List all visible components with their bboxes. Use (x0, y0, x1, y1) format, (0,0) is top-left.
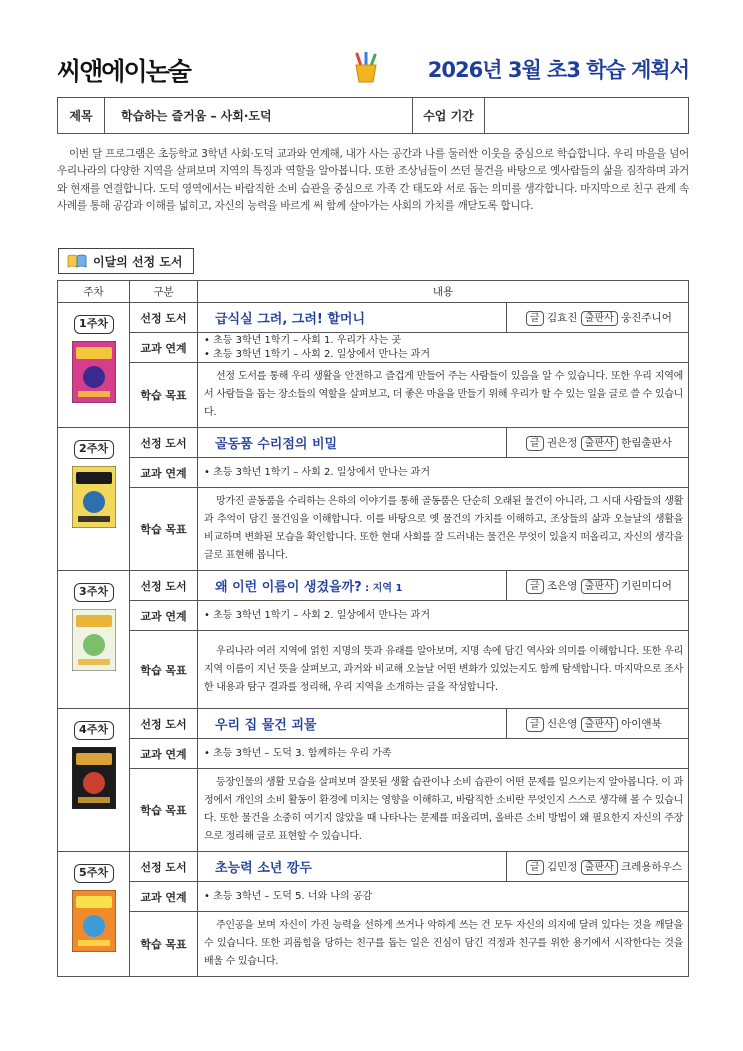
publisher-tag: 출판사 (581, 436, 618, 451)
author-tag: 글 (526, 717, 544, 732)
book-title (198, 709, 507, 739)
book-cover-image (72, 890, 116, 952)
author-publisher (507, 709, 689, 739)
publisher-name: 기린미디어 (621, 579, 672, 592)
label-goal: 학습 목표 (130, 912, 198, 977)
book-title-text: 급식실 그려, 그려! 할머니 (215, 312, 366, 327)
week-row-book (58, 303, 689, 333)
title-label: 제목 (58, 98, 105, 133)
label-goal: 학습 목표 (130, 631, 198, 709)
curriculum-link: • 초등 3학년 – 도덕 5. 너와 나의 공감 (204, 890, 373, 902)
week-cell (58, 852, 130, 977)
title-box (57, 97, 689, 134)
label-goal: 학습 목표 (130, 488, 198, 571)
open-book-icon (67, 254, 87, 268)
author-publisher (507, 303, 689, 333)
book-title (198, 303, 507, 333)
curriculum-links (198, 739, 689, 769)
week-row-goal (58, 631, 689, 709)
label-link: 교과 연계 (130, 601, 198, 631)
header-content: 내용 (198, 281, 689, 303)
week-row-book (58, 571, 689, 601)
curriculum-links (198, 333, 689, 363)
book-title-text: 골동품 수리점의 비밀 (215, 437, 338, 452)
week-cell (58, 428, 130, 571)
curriculum-links (198, 601, 689, 631)
label-link: 교과 연계 (130, 882, 198, 912)
book-title-suffix: : 지역 1 (361, 583, 403, 594)
week-row-link (58, 333, 689, 363)
week-cell (58, 571, 130, 709)
week-row-book (58, 709, 689, 739)
author-name: 김민정 (547, 860, 578, 873)
table-body (58, 303, 689, 977)
week-badge: 5주차 (74, 864, 114, 883)
label-link: 교과 연계 (130, 333, 198, 363)
week-badge: 2주차 (74, 440, 114, 459)
publisher-name: 크레용하우스 (621, 860, 682, 873)
period-label: 수업 기간 (413, 98, 485, 133)
author-publisher (507, 571, 689, 601)
week-row-link (58, 458, 689, 488)
label-book: 선정 도서 (130, 428, 198, 458)
author-tag: 글 (526, 579, 544, 594)
brand-logo: 씨앤에이논술 (57, 57, 190, 86)
book-plan-table (57, 280, 689, 977)
week-row-link (58, 739, 689, 769)
week-row-link (58, 601, 689, 631)
book-cover-image (72, 747, 116, 809)
week-row-goal (58, 363, 689, 428)
publisher-name: 한림출판사 (621, 436, 672, 449)
week-cell (58, 709, 130, 852)
learning-goal: 주인공을 보며 자신이 가진 능력을 선하게 쓰거나 악하게 쓰는 건 모두 자신의 의지에 달려 있다는 것을 깨달을 수 있습니다. 또한 괴롭힘을 당하는 친구를 돕는 일은 진심이 담긴 걱정과 친구를 위한 용기에서 시작한다는 것을 배울 수 있습니다. (198, 912, 689, 977)
week-badge: 1주차 (74, 315, 114, 334)
learning-goal: 선정 도서를 통해 우리 생활을 안전하고 즐겁게 만들어 주는 사람들이 있음을 알 수 있습니다. 또한 우리 지역에서 사람들을 돕는 장소들의 역할을 살펴보고, 더 좋은 마을을 만들기 위해 우리가 할 수 있는 일을 글로 쓸 수 있습니다. (198, 363, 689, 428)
label-book: 선정 도서 (130, 852, 198, 882)
label-book: 선정 도서 (130, 571, 198, 601)
document-title: 2026년 3월 초3 학습 계획서 (427, 58, 689, 82)
header-kind: 구분 (130, 281, 198, 303)
publisher-name: 웅진주니어 (621, 311, 672, 324)
week-row-goal (58, 912, 689, 977)
book-title (198, 852, 507, 882)
author-publisher (507, 428, 689, 458)
week-row-goal (58, 769, 689, 852)
publisher-tag: 출판사 (581, 579, 618, 594)
label-link: 교과 연계 (130, 739, 198, 769)
author-name: 김효진 (547, 311, 578, 324)
week-row-link (58, 882, 689, 912)
publisher-tag: 출판사 (581, 311, 618, 326)
book-cover-image (72, 341, 116, 403)
period-value (485, 98, 688, 133)
author-publisher (507, 852, 689, 882)
publisher-name: 아이앤북 (621, 717, 662, 730)
label-link: 교과 연계 (130, 458, 198, 488)
title-value: 학습하는 즐거움 – 사회·도덕 (105, 98, 413, 133)
page-header (57, 50, 689, 90)
author-name: 권은정 (547, 436, 578, 449)
label-book: 선정 도서 (130, 303, 198, 333)
curriculum-links (198, 458, 689, 488)
intro-paragraph: 이번 달 프로그램은 초등학교 3학년 사회·도덕 교과와 연계해, 내가 사는 공간과 나를 둘러싼 이웃을 중심으로 학습합니다. 우리 마을을 넘어 우리나라의 다양한 지역을 살펴보며 지역의 특징과 역할을 알아봅니다. 또한 조상님들이 쓰던 물건을 바탕으로 옛사람들의 삶을 짐작하며 과거와 현재를 연결합니다. 도덕 영역에서는 바람직한 소비 습관을 중심으로 가족 간 태도와 서로 돕는 의미를 생각합니다. 마지막으로 친구 관계 속 사례를 통해 공감과 이해를 넓히고, 자신의 능력을 바르게 써 함께 살아가는 사회의 가치를 깨닫도록 합니다. (57, 148, 689, 213)
label-book: 선정 도서 (130, 709, 198, 739)
curriculum-link: • 초등 3학년 – 도덕 3. 함께하는 우리 가족 (204, 747, 392, 759)
author-tag: 글 (526, 860, 544, 875)
week-row-goal (58, 488, 689, 571)
header-week: 주차 (58, 281, 130, 303)
book-cover-image (72, 466, 116, 528)
publisher-tag: 출판사 (581, 860, 618, 875)
learning-goal: 망가진 골동품을 수리하는 은하의 이야기를 통해 골동품은 단순히 오래된 물건이 아니라, 그 시대 사람들의 생활과 추억이 담긴 물건임을 이해합니다. 이를 바탕으로 옛 물건의 가치를 이해하고, 조상들의 삶과 오늘날의 생활을 비교하며 변화된 모습을 확인합니다. 또한 현대 사회를 잘 드러내는 물건은 무엇이 있을지 떠올리고, 자신의 생각을 글로 표현해 봅니다. (198, 488, 689, 571)
book-cover-image (72, 609, 116, 671)
curriculum-link: • 초등 3학년 1학기 – 사회 1. 우리가 사는 곳 (204, 334, 402, 346)
book-title (198, 428, 507, 458)
book-title (198, 571, 507, 601)
table-header-row (58, 281, 689, 303)
week-badge: 4주차 (74, 721, 114, 740)
curriculum-links (198, 882, 689, 912)
author-tag: 글 (526, 436, 544, 451)
label-goal: 학습 목표 (130, 363, 198, 428)
book-title-text: 우리 집 물건 괴물 (215, 718, 317, 733)
book-title-text: 초능력 소년 깡두 (215, 861, 312, 876)
week-row-book (58, 428, 689, 458)
section-title-text: 이달의 선정 도서 (93, 254, 183, 269)
week-badge: 3주차 (74, 583, 114, 602)
curriculum-link: • 초등 3학년 1학기 – 사회 2. 일상에서 만나는 과거 (204, 609, 430, 621)
book-title-text: 왜 이런 이름이 생겼을까? (215, 580, 362, 595)
curriculum-link: • 초등 3학년 1학기 – 사회 2. 일상에서 만나는 과거 (204, 348, 430, 360)
publisher-tag: 출판사 (581, 717, 618, 732)
learning-goal: 우리나라 여러 지역에 얽힌 지명의 뜻과 유래를 알아보며, 지명 속에 담긴 역사와 의미를 이해합니다. 또한 우리 지역 이름이 지닌 뜻을 살펴보고, 과거와 비교해 오늘날 어떤 변화가 있었는지도 함께 탐색합니다. 마지막으로 조사한 내용과 탐구 결과를 정리해, 우리 지역을 소개하는 글을 작성합니다. (198, 631, 689, 709)
author-name: 신은영 (547, 717, 578, 730)
label-goal: 학습 목표 (130, 769, 198, 852)
learning-goal: 등장인물의 생활 모습을 살펴보며 잘못된 생활 습관이나 소비 습관이 어떤 문제를 일으키는지 알아봅니다. 이 과정에서 개인의 소비 활동이 환경에 미치는 영향을 이해하고, 바람직한 소비란 무엇인지 스스로 생각해 볼 수 있습니다. 또한 물건을 소중히 여기지 않았을 때 나타나는 문제를 떠올리며, 올바른 소비 방법이 왜 필요한지 자신의 주장으로 정리해 글로 표현할 수 있습니다. (198, 769, 689, 852)
author-name: 조은영 (547, 579, 578, 592)
curriculum-link: • 초등 3학년 1학기 – 사회 2. 일상에서 만나는 과거 (204, 466, 430, 478)
author-tag: 글 (526, 311, 544, 326)
pencil-cup-icon (351, 52, 381, 84)
week-cell (58, 303, 130, 428)
section-title (58, 248, 194, 274)
week-row-book (58, 852, 689, 882)
